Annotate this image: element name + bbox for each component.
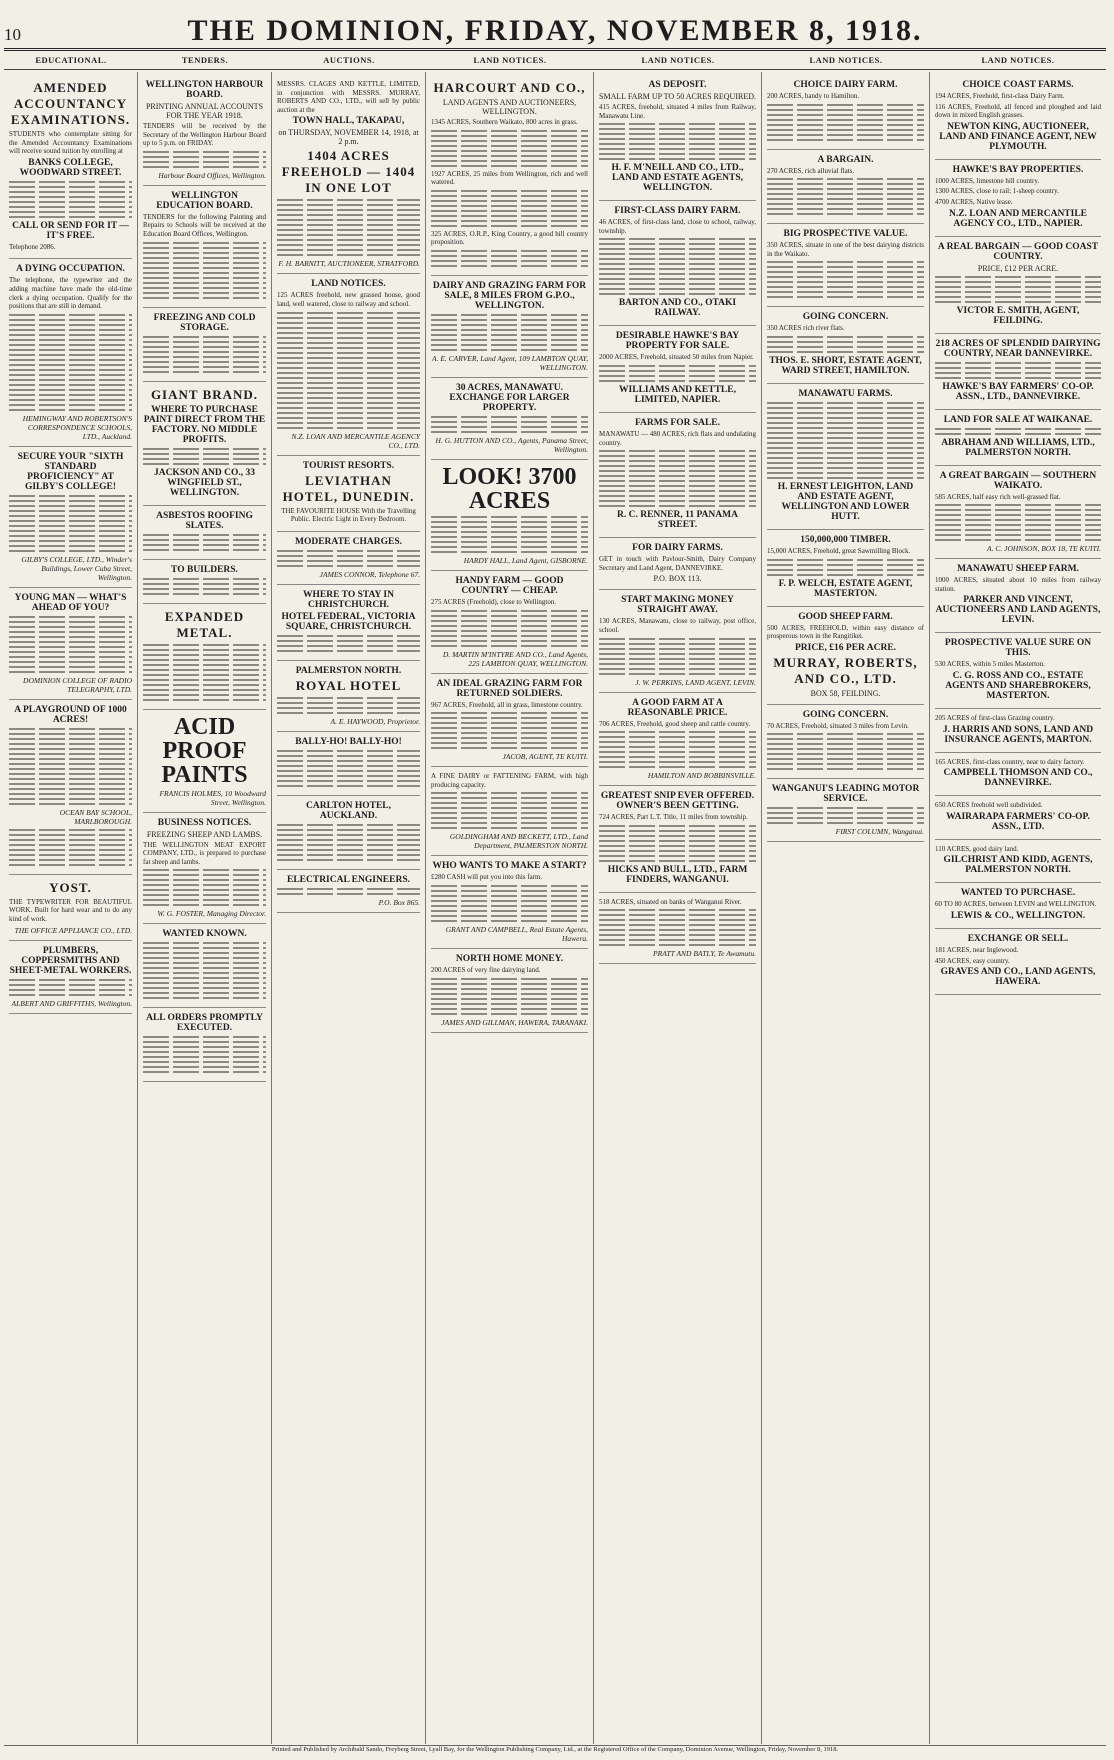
ad-electrical-engineers: ELECTRICAL ENGINEERS. P.O. Box 865. [277, 870, 420, 913]
newspaper-title: THE DOMINION, FRIDAY, NOVEMBER 8, 1918. [187, 14, 923, 47]
ad-land-notices: LAND NOTICES. 125 ACRES freehold, new grassed house, good land, well watered, close to railway and school. N.Z. LOAN AND MERCANTILE AGENCY CO., LTD. [277, 274, 420, 455]
ad-expanded-metal: EXPANDED METAL. [143, 604, 266, 710]
ad-gilchrist-kidd: 110 ACRES, good dairy land. GILCHRIST AND KIDD, AGENTS, PALMERSTON NORTH. [935, 840, 1101, 884]
ad-radio-college: YOUNG MAN — WHAT'S AHEAD OF YOU? DOMINION COLLEGE OF RADIO TELEGRAPHY, LTD. [9, 588, 132, 700]
ad-start-making-money: START MAKING MONEY STRAIGHT AWAY. 130 ACRES, Manawatu, close to railway, post office, school. J. W. PERKINS, LAND AGENT, LEVIN. [599, 590, 756, 692]
ad-meat-export: BUSINESS NOTICES. FREEZING SHEEP AND LAMBS. THE WELLINGTON MEAT EXPORT COMPANY, LTD., is prepared to purchase fat sheep and lambs. W. G. FOSTER, Managing Director. [143, 813, 266, 925]
section-tenders: TENDERS. [138, 52, 272, 70]
ad-plumbers: PLUMBERS, COPPERSMITHS AND SHEET-METAL WORKERS. ALBERT AND GRIFFITHS, Wellington. [9, 941, 132, 1014]
ad-going-concern-2: GOING CONCERN. 70 ACRES, Freehold, situated 3 miles from Levin. [767, 705, 924, 780]
ad-going-concern-1: GOING CONCERN. 350 ACRES rich river flats. THOS. E. SHORT, ESTATE AGENT, WARD STREET, HAMILTON. [767, 307, 924, 384]
ad-waikanae: LAND FOR SALE AT WAIKANAE. ABRAHAM AND WILLIAMS, LTD., PALMERSTON NORTH. [935, 410, 1101, 466]
ad-wanganui-river: 518 ACRES, situated on banks of Wanganui River. PRATT AND BATLY, Te Awamutu. [599, 893, 756, 965]
section-land-notices-3: LAND NOTICES. [762, 52, 930, 70]
ad-wairarapa: 650 ACRES freehold well subdivided. WAIRARAPA FARMERS' CO-OP. ASSN., LTD. [935, 796, 1101, 840]
ad-southern-waikato: A GREAT BARGAIN — SOUTHERN WAIKATO. 585 ACRES, half easy rich well-grassed flat. A. C. JOHNSON, BOX 18, TE KUITI. [935, 466, 1101, 560]
section-land-notices-2: LAND NOTICES. [594, 52, 762, 70]
ad-education-board: WELLINGTON EDUCATION BOARD. TENDERS for the following Painting and Repairs to Schools will be received at the Education Board Offices, Wellington. [143, 186, 266, 308]
masthead [4, 14, 1106, 51]
ad-gilbys-college: SECURE YOUR "SIXTH STANDARD PROFICIENCY" AT GILBY'S COLLEGE! GILBY'S COLLEGE, LTD., Winder's Buildings, Lower Cuba Street, Wellington. [9, 447, 132, 588]
ad-returned-soldiers: AN IDEAL GRAZING FARM FOR RETURNED SOLDIERS. 967 ACRES, Freehold, all in grass, limestone country. JACOB, AGENT, TE KUITI. [431, 674, 588, 768]
ad-choice-dairy: CHOICE DAIRY FARM. 200 ACRES, handy to Hamilton. [767, 75, 924, 150]
ad-builders: TO BUILDERS. [143, 560, 266, 604]
ad-timber: 150,000,000 TIMBER. 15,000 ACRES, Freehold, great Sawmilling Block. F. P. WELCH, ESTATE AGENT, MASTERTON. [767, 530, 924, 607]
ad-motor-service: WANGANUI'S LEADING MOTOR SERVICE. FIRST COLUMN, Wanganui. [767, 779, 924, 842]
ad-carlton-hotel: CARLTON HOTEL, AUCKLAND. [277, 796, 420, 870]
ad-reasonable-price: A GOOD FARM AT A REASONABLE PRICE. 706 ACRES, Freehold, good sheep and cattle country. HAMILTON AND ROBBINSVILLE. [599, 693, 756, 787]
column-land-notices-4 [930, 72, 1106, 1744]
column-land-notices-3 [762, 72, 930, 1744]
ad-carver-dairy-farm: DAIRY AND GRAZING FARM FOR SALE, 8 MILES FROM G.P.O., WELLINGTON. A. E. CARVER, Land Agent, 109 LAMBTON QUAY, WELLINGTON. [431, 276, 588, 378]
ad-real-bargain: A REAL BARGAIN — GOOD COAST COUNTRY. PRICE, £12 PER ACRE. VICTOR E. SMITH, AGENT, FEILDING. [935, 237, 1101, 334]
ad-wanted-to-purchase: WANTED TO PURCHASE. 60 TO 80 ACRES, between LEVIN and WELLINGTON. LEWIS & CO., WELLINGTON. [935, 883, 1101, 929]
columns [4, 72, 1106, 1744]
ad-dairy-farms: FOR DAIRY FARMS. GET in touch with Pavlour-Smith, Dairy Company Secretary and Land Agent, DANNEVIRKE. P.O. BOX 113. [599, 538, 756, 590]
ad-wanted-known: WANTED KNOWN. [143, 924, 266, 1008]
section-educational: EDUCATIONAL. [4, 52, 138, 70]
ad-choice-coast-farms: CHOICE COAST FARMS. 194 ACRES, Freehold, first-class Dairy Farm. 116 ACRES, Freehold, all fenced and ploughed and laid down in mixed English grasses. NEWTON KING, AUCTIONEER, LAND AND FINANCE AGENT, NEW PLYMOUTH. [935, 75, 1101, 160]
imprint-footer: Printed and Published by Archibald Sando, Freyberg Street, Lyall Bay, for the Wellington Publishing Company, Ltd., at the Registered Office of the Company, Dominion Avenue, Wellington, Friday, November 8, 1918. [4, 1745, 1106, 1753]
ad-accountancy: AMENDED ACCOUNTANCY EXAMINATIONS. STUDENTS who contemplate sitting for the Amended Accountancy Examinations will receive sound tuition by enrolling at BANKS COLLEGE, WOODWARD STREET. CALL OR SEND FOR IT — IT'S FREE. Telephone 2086. [9, 75, 132, 259]
section-land-notices-1: LAND NOTICES. [426, 52, 594, 70]
section-auctions: AUCTIONS. [272, 52, 426, 70]
ad-make-a-start: WHO WANTS TO MAKE A START? £280 CASH will put you into this farm. GRANT AND CAMPBELL, Real Estate Agents, Hawera. [431, 856, 588, 949]
column-auctions [272, 72, 426, 1744]
ad-bally-ho: BALLY-HO! BALLY-HO! [277, 732, 420, 796]
ad-good-sheep-farm: GOOD SHEEP FARM. 500 ACRES, FREEHOLD, within easy distance of prosperous town in the Rangitikei. PRICE, £16 PER ACRE. MURRAY, ROBERTS, AND CO., LTD. BOX 58, FEILDING. [767, 607, 924, 705]
ad-as-deposit: AS DEPOSIT. SMALL FARM UP TO 50 ACRES REQUIRED. 415 ACRES, freehold, situated 4 miles from Railway, Manawatu Line. H. F. M'NEILL AND CO., LTD., LAND AND ESTATE AGENTS, WELLINGTON. [599, 75, 756, 201]
ad-fattening-farm: A FINE DAIRY or FATTENING FARM, with high producing capacity. GOLDINGHAM AND BECKETT, LTD., Land Department, PALMERSTON NORTH. [431, 767, 588, 856]
ad-tourist-resorts: TOURIST RESORTS. LEVIATHAN HOTEL, DUNEDIN. THE FAVOURITE HOUSE With the Travelling Public. Electric Light in Every Bedroom. [277, 456, 420, 532]
ad-christchurch-hotel: WHERE TO STAY IN CHRISTCHURCH. HOTEL FEDERAL, VICTORIA SQUARE, CHRISTCHURCH. [277, 585, 420, 661]
section-land-notices-4: LAND NOTICES. [930, 52, 1106, 70]
ad-harbour-board: WELLINGTON HARBOUR BOARD. PRINTING ANNUAL ACCOUNTS FOR THE YEAR 1918. TENDERS will be received by the Secretary of the Wellington Harbour Board up to 5 p.m. on FRIDAY. Harbour Board Offices, Wellington. [143, 75, 266, 186]
ad-harcourt: HARCOURT AND CO., LAND AGENTS AND AUCTIONEERS, WELLINGTON. 1345 ACRES, Southern Waikato, 800 acres in grass. 1927 ACRES, 25 miles from Wellington, rich and well watered. 325 ACRES, O.R.P., King Country, a good hill country proposition. [431, 75, 588, 276]
ad-prospective-value: PROSPECTIVE VALUE SURE ON THIS. 530 ACRES, within 5 miles Masterton. C. G. ROSS AND CO., ESTATE AGENTS AND SHAREBROKERS, MASTERTON. [935, 633, 1101, 709]
ad-greatest-snip: GREATEST SNIP EVER OFFERED. OWNER'S BEEN GETTING. 724 ACRES, Part L.T. Title, 11 miles from township. HICKS AND BULL, LTD., FARM FINDERS, WANGANUI. [599, 786, 756, 893]
ad-manawatu-farms: MANAWATU FARMS. H. ERNEST LEIGHTON, LAND AND ESTATE AGENT, WELLINGTON AND LOWER HUTT. [767, 384, 924, 530]
ad-palmerston-hotel: PALMERSTON NORTH. ROYAL HOTEL A. E. HAYWOOD, Proprietor. [277, 661, 420, 732]
ad-handy-farm: HANDY FARM — GOOD COUNTRY — CHEAP. 275 ACRES (Freehold), close to Wellington. D. MARTIN M'INTYRE AND CO., Land Agents, 225 LAMBTON QUAY, WELLINGTON. [431, 571, 588, 674]
ad-dannevirke-dairying: 218 ACRES OF SPLENDID DAIRYING COUNTRY, NEAR DANNEVIRKE. HAWKE'S BAY FARMERS' CO-OP. ASSN., LTD., DANNEVIRKE. [935, 334, 1101, 410]
ad-dairy-factory: 165 ACRES, first-class country, near to dairy factory. CAMPBELL THOMSON AND CO., DANNEVIRKE. [935, 753, 1101, 797]
ad-farms-for-sale: FARMS FOR SALE. MANAWATU — 480 ACRES, rich flats and undulating country. R. C. RENNER, 11 PANAMA STREET. [599, 413, 756, 538]
ad-asbestos: ASBESTOS ROOFING SLATES. [143, 506, 266, 560]
ad-freezing: FREEZING AND COLD STORAGE. [143, 308, 266, 382]
column-land-notices-2 [594, 72, 762, 1744]
ad-hawkes-bay-property: DESIRABLE HAWKE'S BAY PROPERTY FOR SALE. 2000 ACRES, Freehold, situated 50 miles from Napier. WILLIAMS AND KETTLE, LIMITED, NAPIER. [599, 326, 756, 413]
ad-giant-brand-paint: GIANT BRAND. WHERE TO PURCHASE PAINT DIRECT FROM THE FACTORY. NO MIDDLE PROFITS. JACKSON AND CO., 33 WINGFIELD ST., WELLINGTON. [143, 382, 266, 506]
ad-grazing-country: 205 ACRES of first-class Grazing country. J. HARRIS AND SONS, LAND AND INSURANCE AGENTS, MARTON. [935, 709, 1101, 753]
ad-dying-occupation: A DYING OCCUPATION. The telephone, the typewriter and the adding machine have made the old-time clerk a dying occupation. Qualify for the positions that are still in demand. HEMINGWAY AND ROBERTSON'S CORRESPONDENCE SCHOOLS, LTD., Auckland. [9, 259, 132, 446]
ad-exchange-or-sell: EXCHANGE OR SELL. 181 ACRES, near Inglewood. 450 ACRES, easy country. GRAVES AND CO., LAND AGENTS, HAWERA. [935, 929, 1101, 995]
column-tenders [138, 72, 272, 1744]
ad-manawatu-sheep-farm: MANAWATU SHEEP FARM. 1000 ACRES, situated about 10 miles from railway station. PARKER AND VINCENT, AUCTIONEERS AND LAND AGENTS, LEVIN. [935, 559, 1101, 633]
ad-a-bargain: A BARGAIN. 270 ACRES, rich alluvial flats. [767, 150, 924, 225]
ad-yost-typewriter: YOST. THE TYPEWRITER FOR BEAUTIFUL WORK. Built for hard wear and to do any kind of work. THE OFFICE APPLIANCE CO., LTD. [9, 875, 132, 941]
column-educational [4, 72, 138, 1744]
ad-first-class-dairy: FIRST-CLASS DAIRY FARM. 46 ACRES, of first-class land, close to school, railway, township. BARTON AND CO., OTAKI RAILWAY. [599, 201, 756, 326]
column-land-notices-1 [426, 72, 594, 1744]
ad-ocean-bay-school: A PLAYGROUND OF 1000 ACRES! OCEAN BAY SCHOOL, MARLBOROUGH. [9, 700, 132, 875]
ad-manawatu-exchange: 30 ACRES, MANAWATU. EXCHANGE FOR LARGER PROPERTY. H. G. HUTTON AND CO., Agents, Panama Street, Wellington. [431, 378, 588, 460]
page-number: 10 [4, 25, 21, 44]
ad-acid-proof-paints: ACID PROOF PAINTS FRANCIS HOLMES, 10 Woodward Street, Wellington. [143, 710, 266, 813]
ad-moderate-charges: MODERATE CHARGES. JAMES CONNOR, Telephone 67. [277, 532, 420, 585]
section-headers [4, 52, 1106, 70]
ad-north-home-money: NORTH HOME MONEY. 200 ACRES of very fine dairying land. JAMES AND GILLMAN, HAWERA, TARANAKI. [431, 949, 588, 1033]
ad-takapau-auction: MESSRS. CLAGES AND KETTLE, LIMITED, in conjunction with MESSRS. MURRAY, ROBERTS AND CO., LTD., will sell by public auction at the TOWN HALL, TAKAPAU, on THURSDAY, NOVEMBER 14, 1918, at 2 p.m. 1404 ACRES FREEHOLD — 1404 IN ONE LOT F. H. BARNITT, AUCTIONEER, STRATFORD. [277, 75, 420, 274]
ad-hawkes-bay-properties: HAWKE'S BAY PROPERTIES. 1000 ACRES, limestone hill country. 1300 ACRES, close to rail; 1-sheep country. 4700 ACRES, Native lease. N.Z. LOAN AND MERCANTILE AGENCY CO., LTD., NAPIER. [935, 160, 1101, 237]
ad-orders-executed: ALL ORDERS PROMPTLY EXECUTED. [143, 1008, 266, 1082]
ad-3700-acres: LOOK! 3700 ACRES HARDY HALL, Land Agent, GISBORNE. [431, 460, 588, 571]
ad-big-prospective-value: BIG PROSPECTIVE VALUE. 350 ACRES, situate in one of the best dairying districts in the Waikato. [767, 224, 924, 307]
